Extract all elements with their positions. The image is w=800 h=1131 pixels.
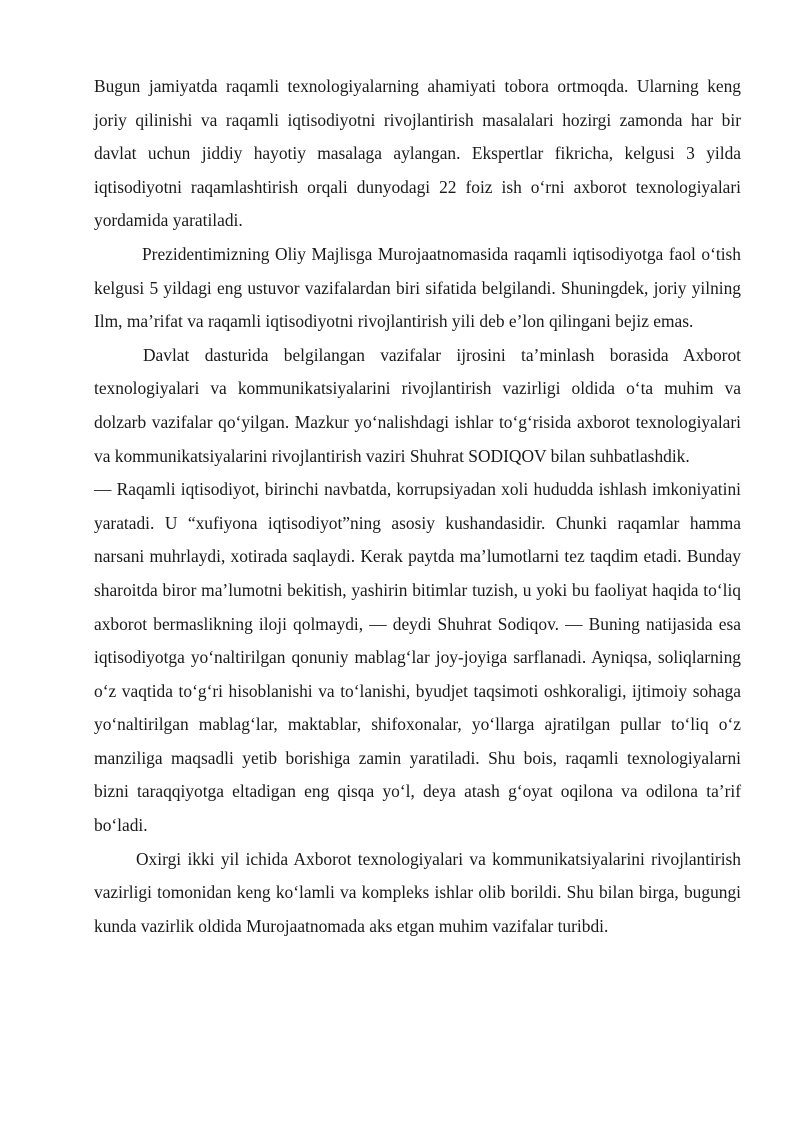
paragraph-address: Prezidentimizning Oliy Majlisga Murojaatnomasida raqamli iqtisodiyotga faol o‘tish kelgusi 5 yildagi eng ustuvor vazifalardan biri sifatida belgilandi. Shuningdek, joriy yilning Ilm, ma’rifat va raqamli iqtisodiyotni rivojlantirish yili deb e’lon qilingani bejiz emas. [94, 243, 741, 332]
paragraph-interview-quote: — Raqamli iqtisodiyot, birinchi navbatda, korrupsiyadan xoli hududda ishlash imkoniyatini yaratadi. U “xufiyona iqtisodiyot”ning asosiy kushandasidir. Chunki raqamlar hamma narsani muhrlaydi, xotirada saqlaydi. Kerak paytda ma’lumotlarni tez taqdim etadi. Bunday sharoitda biror ma’lumotni bekitish, yashirin bitimlar tuzish, u yoki bu faoliyat haqida to‘liq axborot bermaslikning iloji qolmaydi, — deydi Shuhrat Sodiqov. — Buning natijasida esa iqtisodiyotga yo‘naltirilgan qonuniy mablag‘lar joy-joyiga sarflanadi. Ayniqsa, soliqlarning o‘z vaqtida to‘g‘ri hisoblanishi va to‘lanishi, byudjet taqsimoti oshkoraligi, ijtimoiy sohaga yo‘naltirilgan mablag‘lar, maktablar, shifoxonalar, yo‘llarga ajratilgan pullar to‘liq o‘z manziliga maqsadli yetib borishiga zamin yaratiladi. Shu bois, raqamli texnologiyalarni bizni taraqqiyotga eltadigan eng qisqa yo‘l, deya atash g‘oyat oqilona va odilona ta’rif bo‘ladi. [94, 479, 741, 836]
document-body [94, 70, 741, 943]
paragraph-intro: Bugun jamiyatda raqamli texnologiyalarning ahamiyati tobora ortmoqda. Ularning keng joriy qilinishi va raqamli iqtisodiyotni rivojlantirish masalalari hozirgi zamonda har bir davlat uchun jiddiy hayotiy masalaga aylangan. Ekspertlar fikricha, kelgusi 3 yilda iqtisodiyotni raqamlashtirish orqali dunyodagi 22 foiz ish o‘rni axborot texnologiyalari yordamida yaratiladi. [94, 76, 741, 231]
paragraph-conclusion: Oxirgi ikki yil ichida Axborot texnologiyalari va kommunikatsiyalarini rivojlantirish vazirligi tomonidan keng ko‘lamli va kompleks ishlar olib borildi. Shu bilan birga, bugungi kunda vazirlik oldida Murojaatnomada aks etgan muhim vazifalar turibdi. [94, 848, 741, 936]
paragraph-state-program: Davlat dasturida belgilangan vazifalar ijrosini ta’minlash borasida Axborot texnologiyalari va kommunikatsiyalarini rivojlantirish vazirligi oldida o‘ta muhim va dolzarb vazifalar qo‘yilgan. Mazkur yo‘nalishdagi ishlar to‘g‘risida axborot texnologiyalari va kommunikatsiyalarini rivojlantirish vaziri Shuhrat SODIQOV bilan suhbatlashdik. [94, 344, 741, 466]
